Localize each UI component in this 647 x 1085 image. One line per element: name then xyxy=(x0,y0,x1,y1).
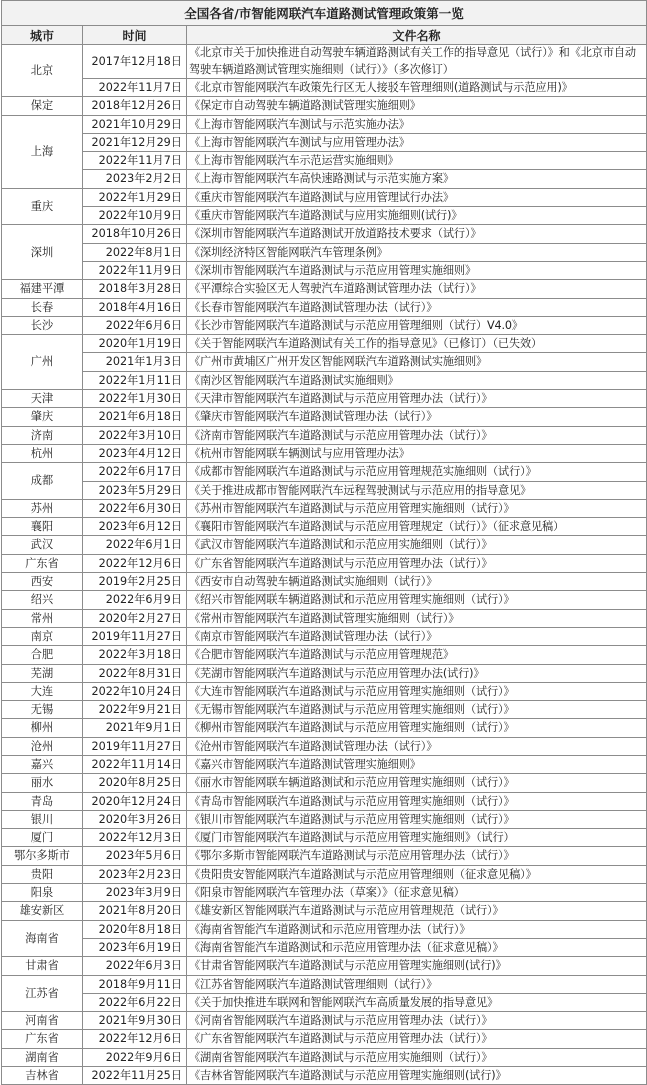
file-name-cell: 《海南省智能汽车道路测试和示范应用管理办法（试行）》 xyxy=(187,920,647,938)
file-name-cell: 《天津市智能网联汽车道路测试与示范应用管理办法（试行）》 xyxy=(187,390,647,408)
file-name-cell: 《合肥市智能网联汽车道路测试与示范应用管理规范》 xyxy=(187,646,647,664)
file-name-cell: 《丽水市智能网联车辆道路测试和示范应用管理实施细则（试行）》 xyxy=(187,774,647,792)
city-cell: 银川 xyxy=(2,810,83,828)
table-row xyxy=(2,499,647,517)
date-cell: 2021年6月18日 xyxy=(83,408,187,426)
file-name-cell: 《深圳市智能网联汽车道路测试开放道路技术要求（试行）》 xyxy=(187,225,647,243)
table-row xyxy=(2,847,647,865)
file-name-cell: 《阳泉市智能网联汽车管理办法（草案）》（征求意见稿） xyxy=(187,884,647,902)
table-row xyxy=(2,865,647,883)
city-cell: 柳州 xyxy=(2,719,83,737)
date-cell: 2022年12月6日 xyxy=(83,1030,187,1048)
city-cell: 吉林省 xyxy=(2,1067,83,1085)
table-row xyxy=(2,774,647,792)
file-name-cell: 《柳州市智能网联汽车道路测试与示范应用管理实施细则（试行）》 xyxy=(187,719,647,737)
file-name-cell: 《大连市智能网联汽车道路测试与示范应用管理实施细则（试行）》 xyxy=(187,682,647,700)
city-cell: 北京 xyxy=(2,45,83,97)
city-cell: 襄阳 xyxy=(2,518,83,536)
file-name-cell: 《南沙区智能网联汽车道路测试实施细则》 xyxy=(187,371,647,389)
file-name-cell: 《南京市智能网联汽车道路测试管理办法（试行）》 xyxy=(187,627,647,645)
table-row xyxy=(2,243,647,261)
date-cell: 2022年6月22日 xyxy=(83,993,187,1011)
date-cell: 2022年10月9日 xyxy=(83,207,187,225)
table-row xyxy=(2,280,647,298)
file-name-cell: 《湖南省智能网联汽车道路测试与示范应用实施细则（试行）》 xyxy=(187,1048,647,1066)
file-name-cell: 《苏州市智能网联汽车道路测试与示范应用管理实施细则（试行）》 xyxy=(187,499,647,517)
date-cell: 2023年2月23日 xyxy=(83,865,187,883)
city-cell: 鄂尔多斯市 xyxy=(2,847,83,865)
file-name-cell: 《沧州市智能网联汽车道路测试管理办法（试行）》 xyxy=(187,737,647,755)
date-cell: 2020年1月19日 xyxy=(83,335,187,353)
table-row xyxy=(2,426,647,444)
table-row xyxy=(2,335,647,353)
city-cell: 合肥 xyxy=(2,646,83,664)
date-cell: 2022年3月18日 xyxy=(83,646,187,664)
table-row xyxy=(2,1030,647,1048)
table-row xyxy=(2,261,647,279)
table-row xyxy=(2,45,647,79)
file-name-cell: 《绍兴市智能网联车辆道路测试和示范应用管理实施细则（试行）》 xyxy=(187,591,647,609)
table-row xyxy=(2,444,647,462)
file-name-cell: 《西安市自动驾驶车辆道路测试实施细则（试行）》 xyxy=(187,573,647,591)
date-cell: 2022年6月30日 xyxy=(83,499,187,517)
table-row xyxy=(2,573,647,591)
city-cell: 深圳 xyxy=(2,225,83,280)
table-row xyxy=(2,353,647,371)
date-cell: 2020年8月18日 xyxy=(83,920,187,938)
file-name-cell: 《青岛市智能网联汽车道路测试与示范应用管理实施细则（试行）》 xyxy=(187,792,647,810)
table-row xyxy=(2,1048,647,1066)
date-cell: 2022年11月14日 xyxy=(83,755,187,773)
table-row xyxy=(2,408,647,426)
date-cell: 2023年4月12日 xyxy=(83,444,187,462)
file-name-cell: 《江苏省智能网联汽车道路测试管理细则（试行）》 xyxy=(187,975,647,993)
file-name-cell: 《关于推进成都市智能网联汽车远程驾驶测试与示范应用的指导意见》 xyxy=(187,481,647,499)
table-row xyxy=(2,920,647,938)
table-row xyxy=(2,97,647,115)
date-cell: 2022年10月24日 xyxy=(83,682,187,700)
city-cell: 沧州 xyxy=(2,737,83,755)
table-row xyxy=(2,902,647,920)
city-cell: 雄安新区 xyxy=(2,902,83,920)
date-cell: 2021年1月3日 xyxy=(83,353,187,371)
city-cell: 西安 xyxy=(2,573,83,591)
table-body xyxy=(2,45,647,1085)
city-cell: 南京 xyxy=(2,627,83,645)
table-row xyxy=(2,536,647,554)
file-name-cell: 《常州市智能网联汽车道路测试管理实施细则（试行）》 xyxy=(187,609,647,627)
city-cell: 芜湖 xyxy=(2,664,83,682)
date-cell: 2022年6月9日 xyxy=(83,591,187,609)
file-name-cell: 《广东省智能网联汽车道路测试与示范应用管理办法（试行）》 xyxy=(187,554,647,572)
table-row xyxy=(2,957,647,975)
table-row xyxy=(2,188,647,206)
city-cell: 广东省 xyxy=(2,554,83,572)
date-cell: 2021年8月20日 xyxy=(83,902,187,920)
date-cell: 2022年3月10日 xyxy=(83,426,187,444)
file-name-cell: 《平潭综合实验区无人驾驶汽车道路测试管理办法（试行）》 xyxy=(187,280,647,298)
date-cell: 2023年6月12日 xyxy=(83,518,187,536)
date-cell: 2018年10月26日 xyxy=(83,225,187,243)
table-row xyxy=(2,207,647,225)
date-cell: 2022年6月3日 xyxy=(83,957,187,975)
date-cell: 2023年6月19日 xyxy=(83,938,187,956)
date-cell: 2023年5月6日 xyxy=(83,847,187,865)
file-name-cell: 《保定市自动驾驶车辆道路测试管理实施细则》 xyxy=(187,97,647,115)
date-cell: 2022年6月1日 xyxy=(83,536,187,554)
table-row xyxy=(2,993,647,1011)
table-row xyxy=(2,298,647,316)
table-row xyxy=(2,719,647,737)
table-row xyxy=(2,829,647,847)
date-cell: 2022年8月1日 xyxy=(83,243,187,261)
date-cell: 2018年12月26日 xyxy=(83,97,187,115)
date-cell: 2023年2月2日 xyxy=(83,170,187,188)
table-row xyxy=(2,316,647,334)
date-cell: 2022年9月21日 xyxy=(83,701,187,719)
file-name-cell: 《重庆市智能网联汽车道路测试与应用管理试行办法》 xyxy=(187,188,647,206)
table-row xyxy=(2,792,647,810)
table-row xyxy=(2,737,647,755)
title-row xyxy=(2,1,647,26)
date-cell: 2018年4月16日 xyxy=(83,298,187,316)
file-name-cell: 《北京市关于加快推进自动驾驶车辆道路测试有关工作的指导意见（试行）》和《北京市自动驾驶车辆道路测试管理实施细则（试行）》（多次修订） xyxy=(187,45,647,79)
file-name-cell: 《上海市智能网联汽车高快速路测试与示范实施方案》 xyxy=(187,170,647,188)
table-row xyxy=(2,79,647,97)
city-cell: 广州 xyxy=(2,335,83,390)
file-name-cell: 《杭州市智能网联车辆测试与应用管理办法》 xyxy=(187,444,647,462)
file-name-cell: 《襄阳市智能网联汽车道路测试与示范应用管理规定（试行）》（征求意见稿） xyxy=(187,518,647,536)
city-cell: 无锡 xyxy=(2,701,83,719)
city-cell: 嘉兴 xyxy=(2,755,83,773)
date-cell: 2023年5月29日 xyxy=(83,481,187,499)
file-name-cell: 《武汉市智能网联汽车道路测试和示范应用实施细则（试行）》 xyxy=(187,536,647,554)
date-cell: 2019年11月27日 xyxy=(83,627,187,645)
date-cell: 2021年10月29日 xyxy=(83,115,187,133)
date-cell: 2022年9月6日 xyxy=(83,1048,187,1066)
file-name-cell: 《上海市智能网联汽车示范运营实施细则》 xyxy=(187,152,647,170)
city-cell: 湖南省 xyxy=(2,1048,83,1066)
file-name-cell: 《上海市智能网联汽车测试与示范实施办法》 xyxy=(187,115,647,133)
date-cell: 2022年11月7日 xyxy=(83,152,187,170)
date-cell: 2020年3月26日 xyxy=(83,810,187,828)
file-name-cell: 《北京市智能网联汽车政策先行区无人接驳车管理细则(道路测试与示范应用)》 xyxy=(187,79,647,97)
city-cell: 丽水 xyxy=(2,774,83,792)
date-cell: 2021年9月30日 xyxy=(83,1012,187,1030)
city-cell: 厦门 xyxy=(2,829,83,847)
file-name-cell: 《广州市黄埔区广州开发区智能网联汽车道路测试实施细则》 xyxy=(187,353,647,371)
city-cell: 福建平潭 xyxy=(2,280,83,298)
table-row xyxy=(2,1012,647,1030)
table-row xyxy=(2,390,647,408)
file-name-cell: 《肇庆市智能网联汽车道路测试管理办法（试行）》 xyxy=(187,408,647,426)
header-city: 城市 xyxy=(2,26,83,45)
city-cell: 上海 xyxy=(2,115,83,188)
table-row xyxy=(2,609,647,627)
file-name-cell: 《海南省智能汽车道路测试和示范应用管理办法（征求意见稿）》 xyxy=(187,938,647,956)
city-cell: 广东省 xyxy=(2,1030,83,1048)
city-cell: 苏州 xyxy=(2,499,83,517)
date-cell: 2023年3月9日 xyxy=(83,884,187,902)
table-row xyxy=(2,755,647,773)
file-name-cell: 《关于智能网联汽车道路测试有关工作的指导意见》（已修订）（已失效） xyxy=(187,335,647,353)
date-cell: 2022年11月9日 xyxy=(83,261,187,279)
table-row xyxy=(2,170,647,188)
city-cell: 长沙 xyxy=(2,316,83,334)
table-row xyxy=(2,554,647,572)
table-row xyxy=(2,682,647,700)
date-cell: 2018年9月11日 xyxy=(83,975,187,993)
city-cell: 杭州 xyxy=(2,444,83,462)
date-cell: 2022年11月25日 xyxy=(83,1067,187,1085)
date-cell: 2020年12月24日 xyxy=(83,792,187,810)
file-name-cell: 《济南市智能网联汽车道路测试与示范应用管理办法（试行）》 xyxy=(187,426,647,444)
city-cell: 天津 xyxy=(2,390,83,408)
city-cell: 阳泉 xyxy=(2,884,83,902)
city-cell: 保定 xyxy=(2,97,83,115)
date-cell: 2022年6月6日 xyxy=(83,316,187,334)
file-name-cell: 《甘肃省智能网联汽车道路测试与示范应用管理实施细则(试行)》 xyxy=(187,957,647,975)
file-name-cell: 《鄂尔多斯市智能网联汽车道路测试与示范应用管理办法（试行）》 xyxy=(187,847,647,865)
file-name-cell: 《芜湖市智能网联汽车道路测试与示范应用管理办法(试行)》 xyxy=(187,664,647,682)
table-row xyxy=(2,975,647,993)
file-name-cell: 《深圳市智能网联汽车道路测试与示范应用管理实施细则》 xyxy=(187,261,647,279)
file-name-cell: 《深圳经济特区智能网联汽车管理条例》 xyxy=(187,243,647,261)
city-cell: 长春 xyxy=(2,298,83,316)
policy-table xyxy=(1,0,647,1085)
file-name-cell: 《贵阳贵安智能网联汽车道路测试与示范应用管理细则（征求意见稿）》 xyxy=(187,865,647,883)
date-cell: 2019年2月25日 xyxy=(83,573,187,591)
file-name-cell: 《关于加快推进车联网和智能网联汽车高质量发展的指导意见》 xyxy=(187,993,647,1011)
table-row xyxy=(2,133,647,151)
city-cell: 肇庆 xyxy=(2,408,83,426)
city-cell: 河南省 xyxy=(2,1012,83,1030)
date-cell: 2018年3月28日 xyxy=(83,280,187,298)
city-cell: 贵阳 xyxy=(2,865,83,883)
table-row xyxy=(2,591,647,609)
table-row xyxy=(2,627,647,645)
date-cell: 2022年8月31日 xyxy=(83,664,187,682)
file-name-cell: 《河南省智能网联汽车道路测试与示范应用管理办法（试行）》 xyxy=(187,1012,647,1030)
city-cell: 青岛 xyxy=(2,792,83,810)
table-row xyxy=(2,938,647,956)
city-cell: 江苏省 xyxy=(2,975,83,1012)
date-cell: 2022年12月6日 xyxy=(83,554,187,572)
table-row xyxy=(2,481,647,499)
city-cell: 海南省 xyxy=(2,920,83,957)
city-cell: 绍兴 xyxy=(2,591,83,609)
date-cell: 2022年11月7日 xyxy=(83,79,187,97)
header-time: 时间 xyxy=(83,26,187,45)
date-cell: 2022年6月17日 xyxy=(83,463,187,481)
city-cell: 武汉 xyxy=(2,536,83,554)
date-cell: 2020年8月25日 xyxy=(83,774,187,792)
table-row xyxy=(2,152,647,170)
table-row xyxy=(2,701,647,719)
date-cell: 2022年1月30日 xyxy=(83,390,187,408)
date-cell: 2022年1月11日 xyxy=(83,371,187,389)
city-cell: 重庆 xyxy=(2,188,83,225)
file-name-cell: 《无锡市智能网联汽车道路测试与示范应用管理实施细则（试行）》 xyxy=(187,701,647,719)
file-name-cell: 《长春市智能网联汽车道路测试管理办法（试行）》 xyxy=(187,298,647,316)
date-cell: 2021年9月1日 xyxy=(83,719,187,737)
header-file: 文件名称 xyxy=(187,26,647,45)
city-cell: 常州 xyxy=(2,609,83,627)
city-cell: 甘肃省 xyxy=(2,957,83,975)
file-name-cell: 《雄安新区智能网联汽车道路测试与示范应用管理规范（试行）》 xyxy=(187,902,647,920)
file-name-cell: 《重庆市智能网联汽车道路测试与应用实施细则(试行)》 xyxy=(187,207,647,225)
table-row xyxy=(2,371,647,389)
file-name-cell: 《上海市智能网联汽车测试与应用管理办法》 xyxy=(187,133,647,151)
table-row xyxy=(2,810,647,828)
table-row xyxy=(2,1067,647,1085)
table-row xyxy=(2,463,647,481)
table-title: 全国各省/市智能网联汽车道路测试管理政策第一览 xyxy=(2,1,647,26)
file-name-cell: 《银川市智能网联汽车道路测试与示范应用管理实施细则（试行）》 xyxy=(187,810,647,828)
file-name-cell: 《吉林省智能网联汽车道路测试与示范应用管理实施细则(试行)》 xyxy=(187,1067,647,1085)
table-row xyxy=(2,884,647,902)
file-name-cell: 《嘉兴市智能网联汽车道路测试管理实施细则》 xyxy=(187,755,647,773)
city-cell: 成都 xyxy=(2,463,83,500)
table-row xyxy=(2,225,647,243)
header-row xyxy=(2,26,647,45)
file-name-cell: 《厦门市智能网联汽车道路测试与示范应用管理实施细则》（试行） xyxy=(187,829,647,847)
file-name-cell: 《广东省智能网联汽车道路测试与示范应用管理办法（试行）》 xyxy=(187,1030,647,1048)
date-cell: 2021年12月29日 xyxy=(83,133,187,151)
city-cell: 大连 xyxy=(2,682,83,700)
table-row xyxy=(2,664,647,682)
date-cell: 2017年12月18日 xyxy=(83,45,187,79)
date-cell: 2022年1月29日 xyxy=(83,188,187,206)
date-cell: 2019年11月27日 xyxy=(83,737,187,755)
file-name-cell: 《成都市智能网联汽车道路测试与示范应用管理规范实施细则（试行）》 xyxy=(187,463,647,481)
date-cell: 2022年12月3日 xyxy=(83,829,187,847)
table-row xyxy=(2,646,647,664)
file-name-cell: 《长沙市智能网联汽车道路测试与示范应用管理细则（试行）V4.0》 xyxy=(187,316,647,334)
date-cell: 2020年2月27日 xyxy=(83,609,187,627)
city-cell: 济南 xyxy=(2,426,83,444)
table-row xyxy=(2,518,647,536)
table-row xyxy=(2,115,647,133)
